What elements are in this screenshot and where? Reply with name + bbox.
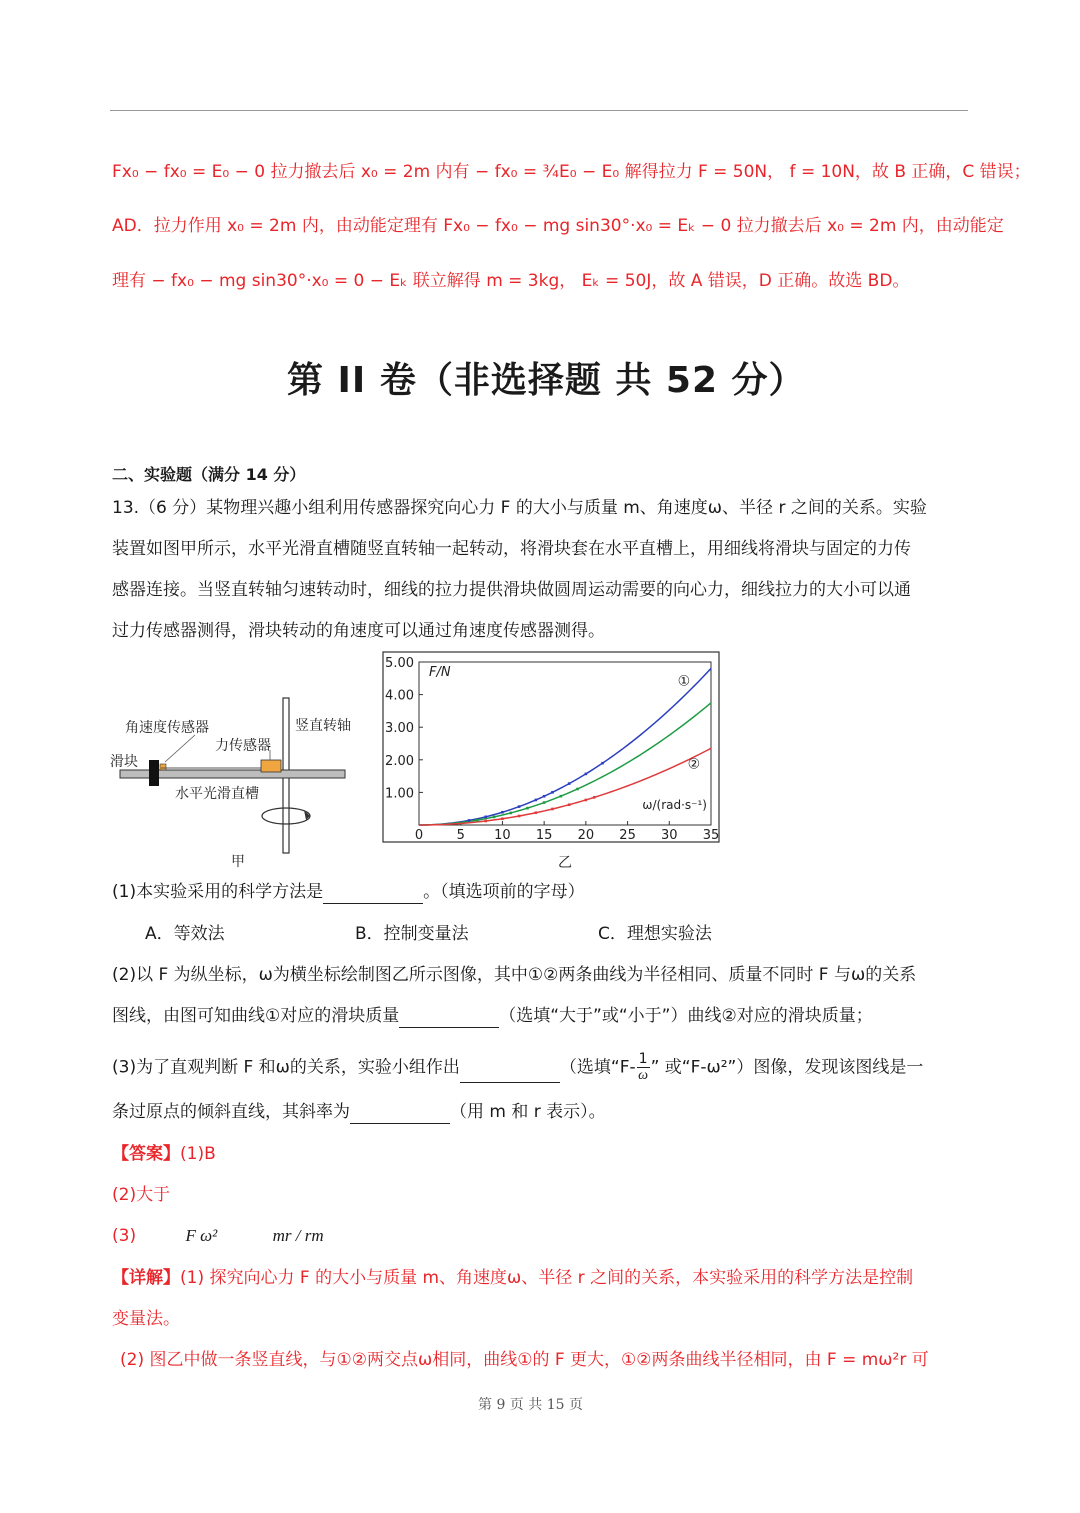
data-point xyxy=(601,762,604,765)
label-groove: 水平光滑直槽 xyxy=(175,786,259,802)
detail-line-1 xyxy=(112,1266,913,1290)
y-tick-label: 1.00 xyxy=(385,786,414,802)
y-tick-label: 3.00 xyxy=(385,721,414,737)
x-tick-label: 30 xyxy=(661,828,678,843)
detail-text-1: (1) 探究向心力 F 的大小与质量 m、角速度ω、半径 r 之间的关系，本实验采用的科学方法是控制 xyxy=(180,1268,914,1288)
q2-tail: （选填“大于”或“小于”）曲线②对应的滑块质量； xyxy=(499,1006,873,1026)
label-force-sensor: 力传感器 xyxy=(215,738,271,754)
label-slider: 滑块 xyxy=(110,754,138,770)
data-point xyxy=(585,799,588,802)
detail-line-2: 变量法。 xyxy=(112,1309,180,1329)
data-point xyxy=(551,791,554,794)
x-tick-label: 35 xyxy=(702,828,720,843)
x-tick-label: 0 xyxy=(414,828,424,843)
data-point xyxy=(484,816,487,819)
q2-stem: 图线，由图可知曲线①对应的滑块质量 xyxy=(112,1006,400,1026)
detail-line-3: (2) 图乙中做一条竖直线，与①②两交点ω相同，曲线①的 F 更大，①②两条曲线半径相同，由 F = mω²r 可 xyxy=(120,1350,929,1370)
data-point xyxy=(535,811,538,814)
q2-line-1: (2)以 F 为纵坐标，ω为横坐标绘制图乙所示图像，其中①②两条曲线为半径相同、质量不同时 F 与ω的关系 xyxy=(112,965,917,985)
q3-stem: (3)为了直观判断 F 和ω的关系，实验小组作出 xyxy=(112,1057,460,1078)
prev-solution-line-2: AD．拉力作用 x₀ = 2m 内，由动能定理有 Fx₀ − fx₀ − mg sin30°·x₀ = Eₖ − 0 拉力撤去后 x₀ = 2m 内，由动能定 xyxy=(112,216,1004,236)
label-angular-sensor: 角速度传感器 xyxy=(125,720,209,736)
volume-title: 第 II 卷（非选择题 共 52 分） xyxy=(287,360,806,401)
q1-tail: 。（填选项前的字母） xyxy=(423,882,585,902)
data-point xyxy=(576,788,579,791)
q3-post: ” 或“F-ω²”）图像，发现该图线是一 xyxy=(650,1057,924,1078)
x-axis-label: ω/(rad·s⁻¹) xyxy=(642,798,707,812)
q3-line2-stem: 条过原点的倾斜直线，其斜率为 xyxy=(112,1102,350,1122)
detail-label: 【详解】 xyxy=(112,1268,180,1288)
answer-3-label: (3) xyxy=(112,1226,137,1246)
answer-3-value-2: mr / rm xyxy=(272,1226,324,1245)
q3-line-2 xyxy=(112,1100,606,1124)
q3-frac-num: 1 xyxy=(638,1051,648,1067)
q3-frac-den: ω xyxy=(638,1068,649,1083)
page-footer: 第 9 页 共 15 页 xyxy=(478,1397,583,1413)
data-point xyxy=(526,807,529,810)
y-tick-label: 4.00 xyxy=(385,688,414,704)
q2-line-2 xyxy=(112,1004,873,1028)
prev-solution-line-3: 理有 − fx₀ − mg sin30°·x₀ = 0 − Eₖ 联立解得 m = 3kg， Eₖ = 50J，故 A 错误，D 正确。故选 BD。 xyxy=(112,271,910,291)
option-c: C．理想实验法 xyxy=(598,924,712,944)
angular-sensor xyxy=(160,764,166,770)
q3-mid: （选填“F- xyxy=(559,1057,636,1078)
x-tick-label: 20 xyxy=(577,828,595,843)
data-point xyxy=(543,795,546,798)
data-point xyxy=(560,795,563,798)
q3-line-1 xyxy=(112,1052,923,1083)
label-vertical-axis: 竖直转轴 xyxy=(295,718,351,734)
q3-answer-blank-2[interactable] xyxy=(350,1105,450,1124)
curve-label-2: ② xyxy=(687,756,701,773)
data-point xyxy=(543,801,546,804)
data-point xyxy=(585,773,588,776)
data-point xyxy=(568,782,571,785)
q2-answer-blank[interactable] xyxy=(399,1009,499,1028)
q1-text xyxy=(112,880,585,904)
data-point xyxy=(593,796,596,799)
answer-3-value-1: F ω² xyxy=(185,1226,218,1245)
answer-1: (1)B xyxy=(180,1144,216,1164)
data-point xyxy=(509,812,512,815)
option-a: A．等效法 xyxy=(145,924,225,944)
force-sensor xyxy=(261,760,281,772)
answer-2: (2)大于 xyxy=(112,1185,171,1205)
x-tick-label: 5 xyxy=(456,828,465,843)
caption-jia: 甲 xyxy=(231,854,245,870)
curve-label-1: ① xyxy=(677,673,691,690)
q3-line2-tail: （用 m 和 r 表示）。 xyxy=(450,1102,606,1122)
figure-jia xyxy=(105,690,365,875)
x-tick-label: 15 xyxy=(535,828,553,843)
data-point xyxy=(501,817,504,820)
option-b: B．控制变量法 xyxy=(355,924,469,944)
y-axis-label: F/N xyxy=(429,665,451,680)
question-line-1: 13.（6 分）某物理兴趣小组利用传感器探究向心力 F 的大小与质量 m、角速度ω、半径 r 之间的关系。实验 xyxy=(112,498,927,518)
answer-line-1 xyxy=(112,1142,216,1166)
data-point xyxy=(535,799,538,802)
figure-yi-chart xyxy=(375,650,725,875)
data-point xyxy=(493,816,496,819)
q1-answer-blank[interactable] xyxy=(323,885,423,904)
question-line-2: 装置如图甲所示，水平光滑直槽随竖直转轴一起转动，将滑块套在水平直槽上，用细线将滑块与固定的力传 xyxy=(112,539,911,559)
caption-yi: 乙 xyxy=(558,855,572,871)
q1-stem: (1)本实验采用的科学方法是 xyxy=(112,882,324,902)
prev-solution-line-1: Fx₀ − fx₀ = E₀ − 0 拉力撤去后 x₀ = 2m 内有 − fx₀ = ¾E₀ − E₀ 解得拉力 F = 50N， f = 10N，故 B 正确，C 错误； xyxy=(112,162,1031,182)
data-point xyxy=(518,815,521,818)
x-tick-label: 25 xyxy=(619,828,636,843)
answer-line-3 xyxy=(112,1224,324,1248)
slider-block xyxy=(149,760,159,786)
header-rule xyxy=(110,110,968,111)
q3-fraction xyxy=(637,1052,650,1083)
data-point xyxy=(551,808,554,811)
data-point xyxy=(468,819,471,822)
y-tick-label: 2.00 xyxy=(385,753,414,769)
question-line-3: 感器连接。当竖直转轴匀速转动时，细线的拉力提供滑块做圆周运动需要的向心力，细线拉力的大小可以通 xyxy=(112,580,911,600)
data-point xyxy=(484,820,487,823)
question-line-4: 过力传感器测得，滑块转动的角速度可以通过角速度传感器测得。 xyxy=(112,621,605,641)
q3-answer-blank-1[interactable] xyxy=(460,1064,560,1083)
data-point xyxy=(568,803,571,806)
x-tick-label: 10 xyxy=(494,828,511,843)
data-point xyxy=(518,805,521,808)
y-tick-label: 5.00 xyxy=(385,656,414,671)
answer-label: 【答案】 xyxy=(112,1144,180,1164)
chart-frame xyxy=(383,652,719,842)
data-point xyxy=(501,811,504,814)
section-heading: 二、实验题（满分 14 分） xyxy=(112,465,306,484)
data-point xyxy=(476,819,479,822)
